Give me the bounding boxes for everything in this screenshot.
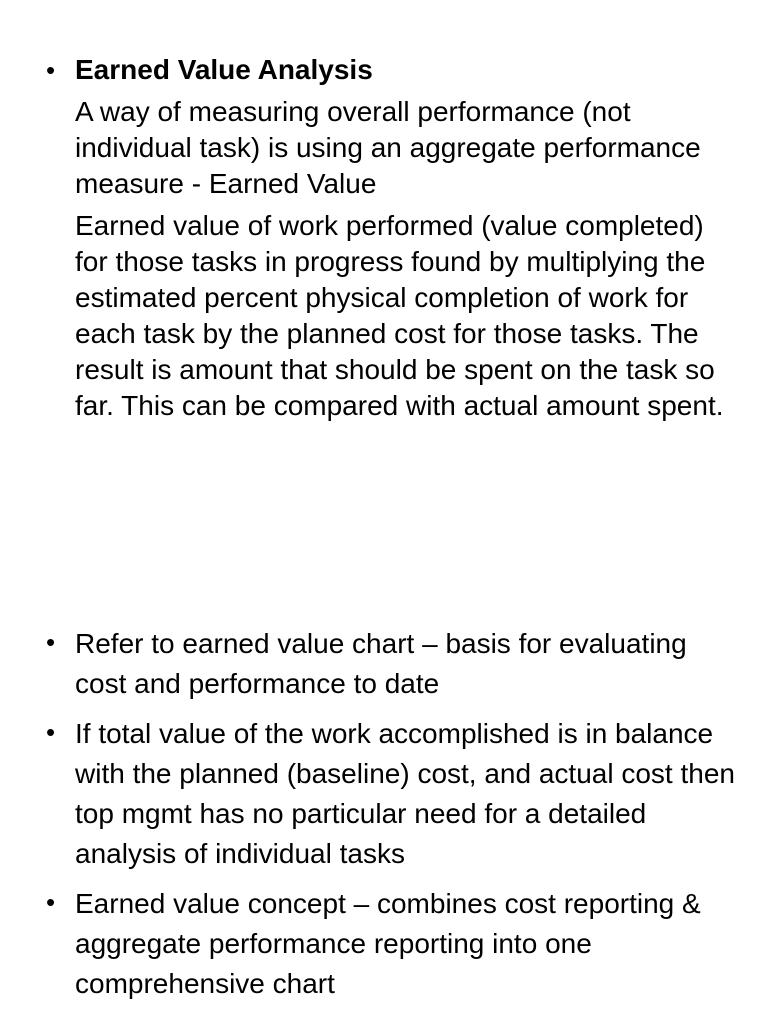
bullet-text: Refer to earned value chart – basis for evaluating cost and performance to date bbox=[75, 628, 687, 699]
bullet-refer-chart bbox=[46, 624, 746, 704]
bullet-marker: • bbox=[46, 887, 56, 917]
bullet-content bbox=[75, 624, 740, 704]
bullet-content bbox=[75, 884, 740, 1004]
bullet-earned-value-concept bbox=[46, 884, 746, 1004]
bullet-marker: • bbox=[46, 55, 56, 85]
bullet-content bbox=[75, 52, 740, 424]
bullet-text: If total value of the work accomplished is in balance with the planned (baseline) cost, and actual cost then top mgmt has no particular need for a detailed analysis of individual tasks bbox=[75, 718, 735, 869]
paragraph-definition: A way of measuring overall performance (not individual task) is using an aggregate performance measure - Earned Value bbox=[75, 96, 701, 199]
bullet-text: Earned value concept – combines cost reporting & aggregate performance reporting into one comprehensive chart bbox=[75, 888, 701, 999]
bullet-marker: • bbox=[46, 627, 56, 657]
bullet-content bbox=[75, 714, 740, 874]
bullet-marker: • bbox=[46, 717, 56, 747]
bullet-total-value bbox=[46, 714, 746, 874]
bullet-earned-value-analysis bbox=[46, 52, 746, 424]
paragraph-explanation: Earned value of work performed (value completed) for those tasks in progress found by multiplying the estimated percent physical completion of work for each task by the planned cost for those tasks. The result is amount that should be spent on the task so far. This can be compared with actual amount spent. bbox=[75, 210, 724, 421]
section-heading: Earned Value Analysis bbox=[75, 54, 373, 85]
